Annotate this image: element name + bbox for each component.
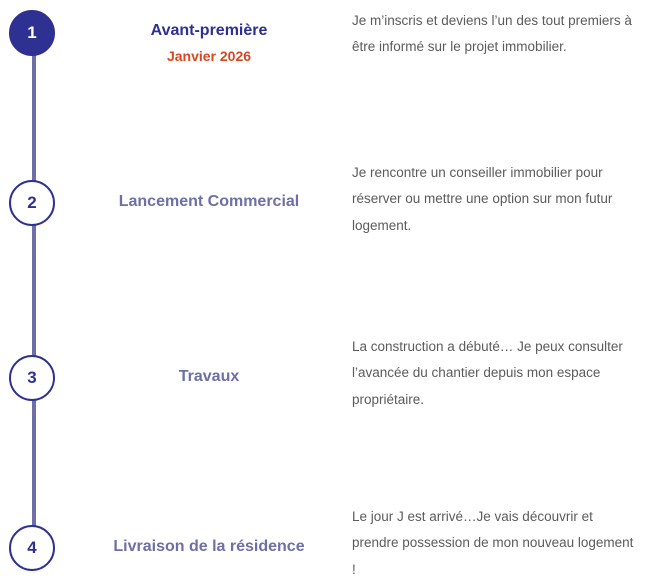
timeline-step-4: [0, 504, 647, 583]
step-description-4: Le jour J est arrivé…Je vais découvrir et prendre possession de mon nouveau logement !: [352, 509, 634, 577]
step-number-1: 1: [27, 23, 37, 42]
step-description-3: La construction a débuté… Je peux consulter l’avancée du chantier depuis mon espace propriétaire.: [352, 339, 623, 407]
timeline-title-column-4: [66, 504, 352, 558]
step-number-badge-2: [9, 180, 55, 226]
timeline-description-column-3: [352, 334, 647, 413]
timeline-title-column-1: [66, 6, 352, 64]
timeline-description-column-4: [352, 504, 647, 583]
timeline-step-3: [0, 334, 647, 413]
timeline-step-2: [0, 160, 647, 239]
step-title-3: Travaux: [178, 368, 240, 385]
step-description-2: Je rencontre un conseiller immobilier pour réserver ou mettre une option sur mon futur logement.: [352, 165, 613, 233]
timeline-description-column-2: [352, 160, 647, 239]
step-number-4: 4: [27, 538, 37, 557]
step-number-badge-4: [9, 525, 55, 571]
step-description-1: Je m’inscris et deviens l’un des tout premiers à être informé sur le projet immobilier.: [352, 13, 632, 55]
step-title-1: Avant-première: [150, 22, 268, 39]
timeline-title-column-3: [66, 334, 352, 388]
step-number-badge-1: [9, 10, 55, 56]
step-subtitle-1: Janvier 2026: [166, 47, 252, 64]
timeline-rail: [32, 30, 36, 548]
step-number-badge-3: [9, 355, 55, 401]
step-title-2: Lancement Commercial: [118, 193, 300, 210]
timeline-title-column-2: [66, 160, 352, 213]
step-title-4: Livraison de la résidence: [113, 538, 305, 555]
timeline-description-column-1: [352, 6, 647, 61]
step-number-3: 3: [27, 368, 37, 387]
step-number-2: 2: [27, 193, 37, 212]
timeline-step-1: [0, 6, 647, 64]
